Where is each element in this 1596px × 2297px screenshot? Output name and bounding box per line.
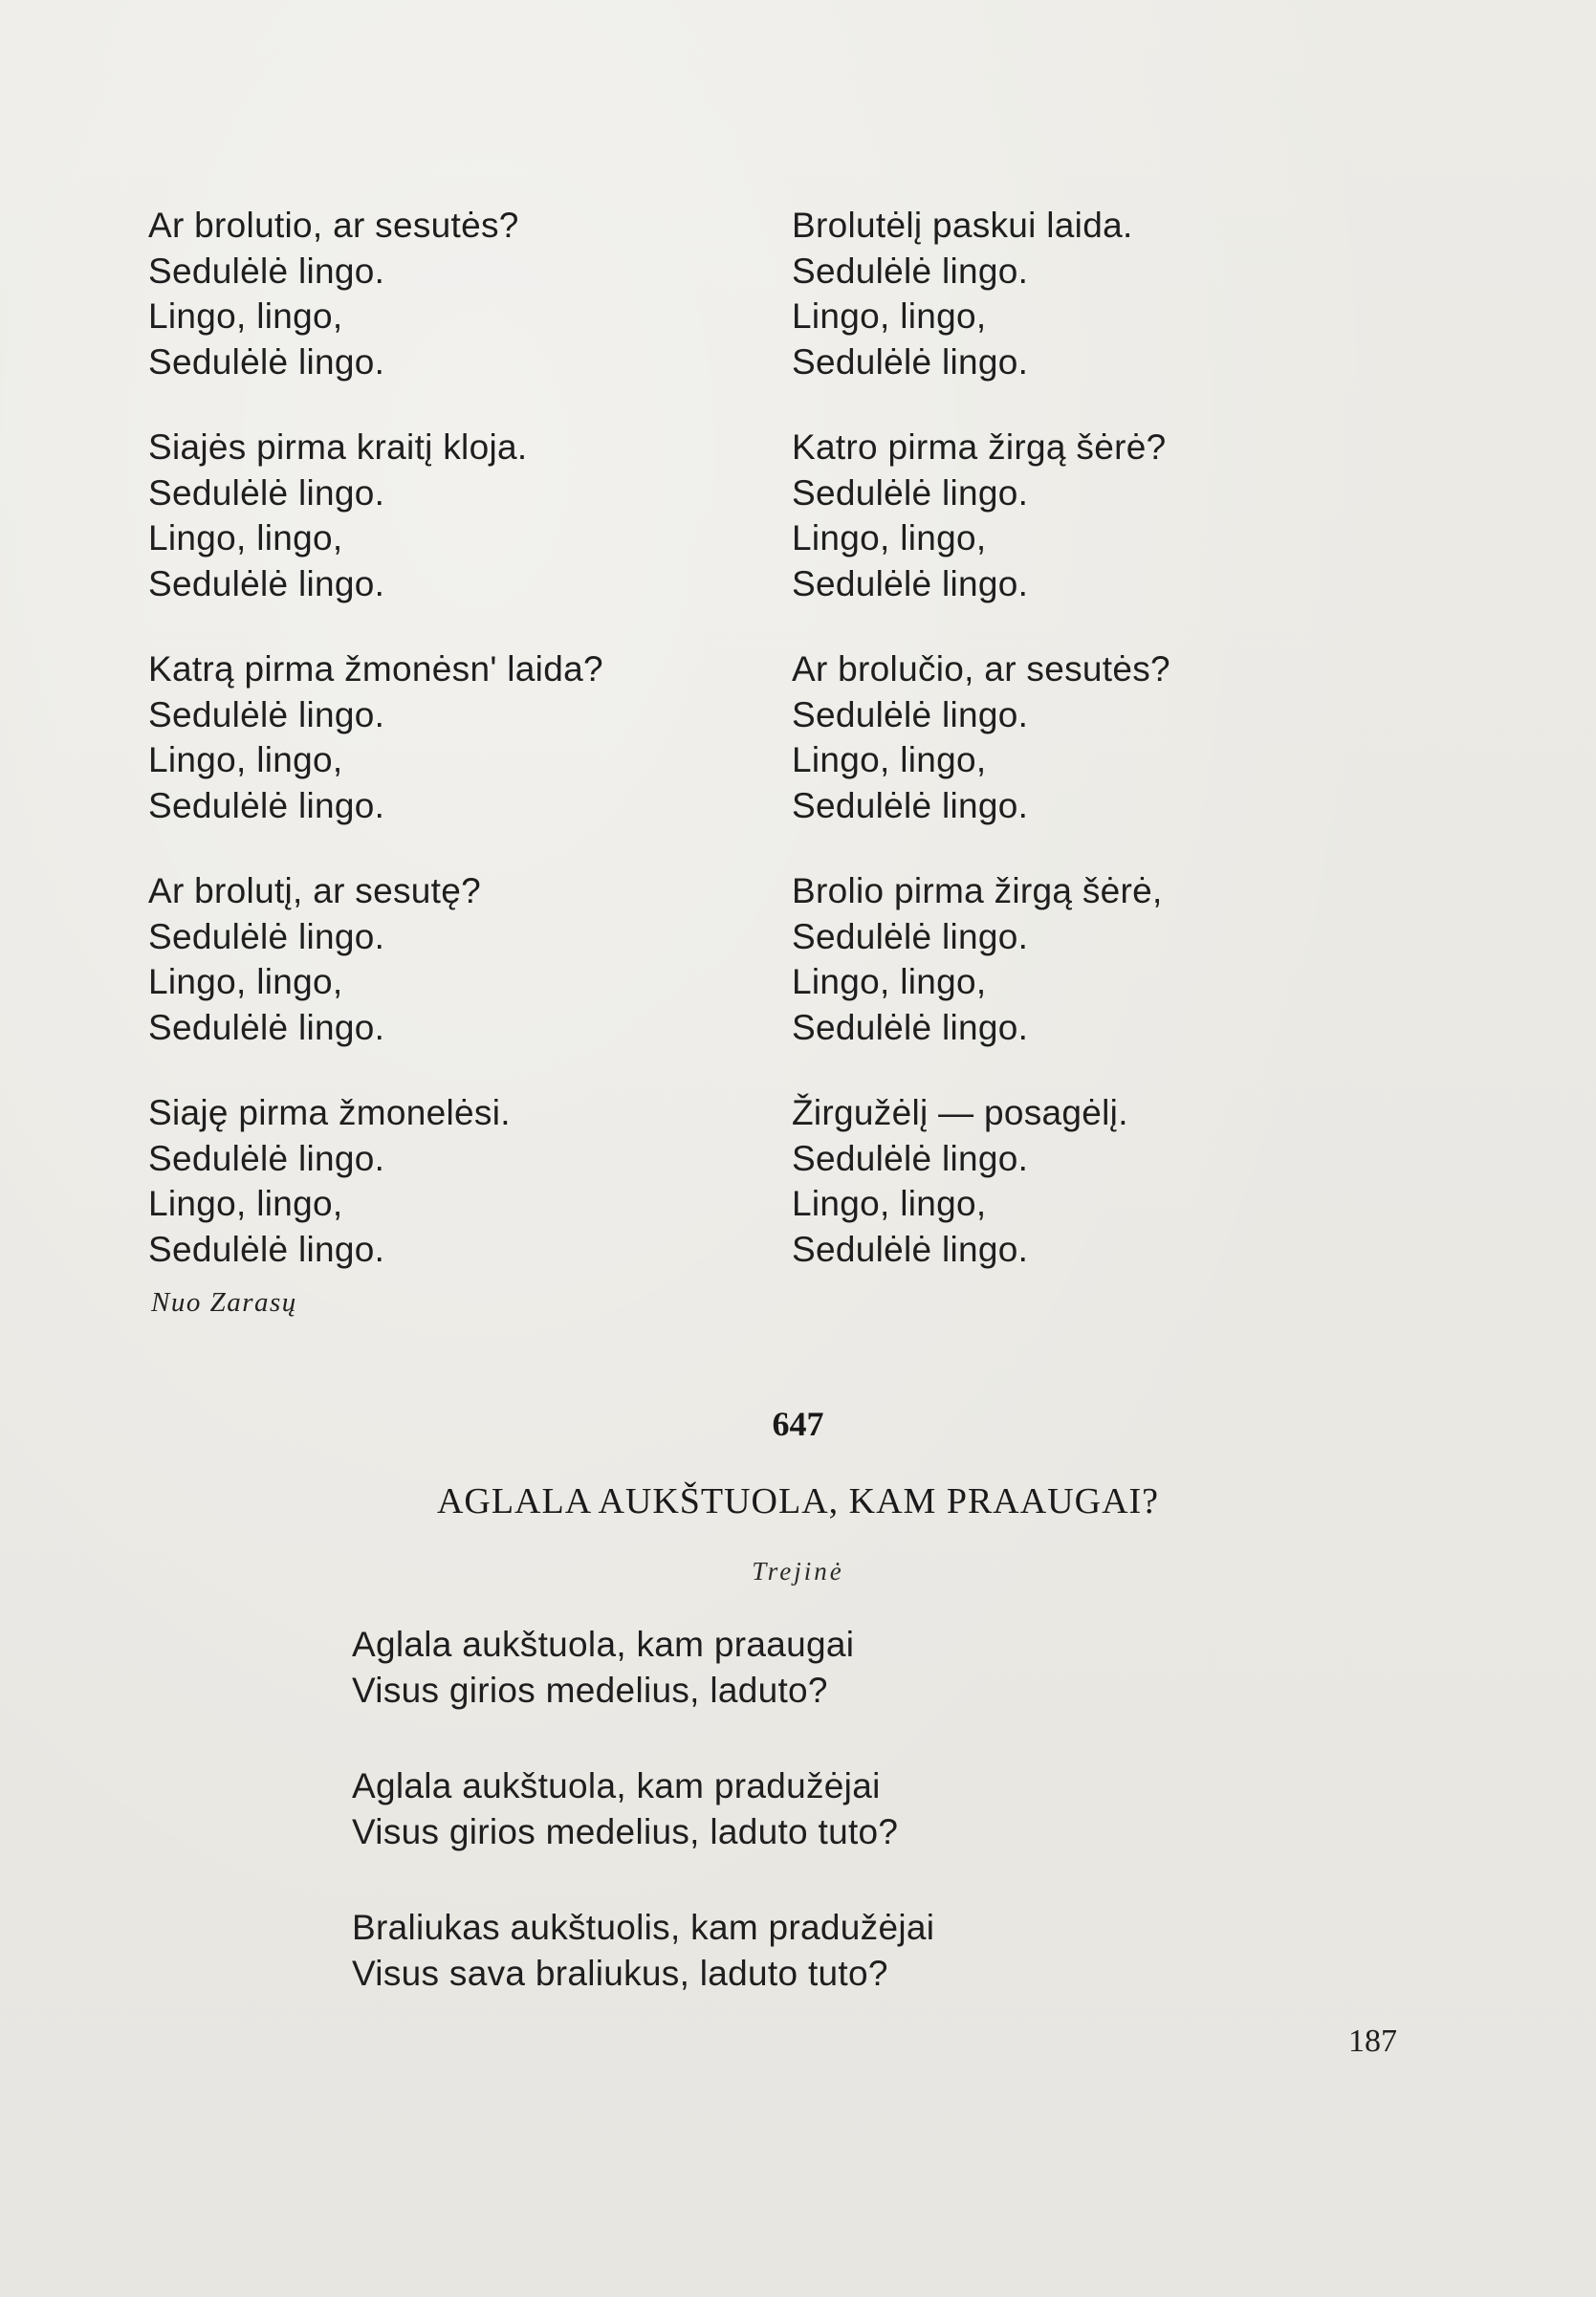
verse-line: Sedulėlė lingo. [792,251,1029,291]
verse-line: Visus girios medelius, laduto? [352,1671,828,1710]
right-verse-column [792,203,1461,1312]
verse-line: Žirgužėlį — posagėlį. [792,1093,1128,1132]
page-number: 187 [1348,2024,1397,2059]
verse-line: Lingo, lingo, [792,962,987,1001]
stanza [148,203,770,384]
stanza [792,646,1461,828]
verse-line: Sedulėlė lingo. [792,563,1029,603]
stanza [792,203,1461,384]
verse-line: Sedulėlė lingo. [792,472,1029,513]
verse-line: Braliukas aukštuolis, kam pradužėjai [352,1908,935,1947]
verse-line: Sedulėlė lingo. [792,1138,1029,1178]
verse-line: Sedulėlė lingo. [148,251,385,291]
verse-line: Sedulėlė lingo. [148,1229,385,1269]
song-subtitle: Trejinė [752,1557,844,1586]
stanza [792,868,1461,1050]
verse-line: Aglala aukštuola, kam praaugai [352,1625,855,1664]
verse-line: Lingo, lingo, [148,1184,343,1223]
stanza [148,1090,770,1272]
song-title: AGLALA AUKŠTUOLA, KAM PRAAUGAI? [436,1481,1160,1521]
verse-line: Lingo, lingo, [148,962,343,1001]
verse-line: Brolutėlį paskui laida. [792,206,1133,245]
song-body [352,1622,1213,2046]
verse-line: Visus girios medelius, laduto tuto? [352,1812,899,1851]
verse-line: Lingo, lingo, [148,518,343,558]
stanza [148,646,770,828]
verse-line: Sedulėlė lingo. [148,472,385,513]
stanza [148,868,770,1050]
verse-line: Lingo, lingo, [148,296,343,336]
stanza [352,1622,1213,1714]
source-note: Nuo Zarasų [151,1287,297,1318]
song-number: 647 [772,1405,824,1443]
verse-line: Sedulėlė lingo. [792,1229,1029,1269]
verse-line: Sedulėlė lingo. [792,785,1029,825]
verse-line: Lingo, lingo, [792,518,987,558]
verse-line: Sedulėlė lingo. [148,694,385,734]
verse-line: Sedulėlė lingo. [792,694,1029,734]
verse-line: Sedulėlė lingo. [148,785,385,825]
verse-line: Katrą pirma žmonėsn' laida? [148,649,603,689]
verse-line: Brolio pirma žirgą šėrė, [792,871,1163,910]
verse-line: Sedulėlė lingo. [792,341,1029,382]
stanza [792,425,1461,606]
verse-line: Siaję pirma žmonelėsi. [148,1093,511,1132]
verse-line: Lingo, lingo, [792,740,987,779]
verse-line: Sedulėlė lingo. [148,341,385,382]
verse-line: Ar brolutio, ar sesutės? [148,206,519,245]
stanza [792,1090,1461,1272]
verse-line: Sedulėlė lingo. [148,1138,385,1178]
stanza [148,425,770,606]
verse-line: Sedulėlė lingo. [148,1007,385,1047]
verse-line: Visus sava braliukus, laduto tuto? [352,1954,888,1993]
verse-line: Aglala aukštuola, kam pradužėjai [352,1766,881,1805]
verse-line: Siajės pirma kraitį kloja. [148,427,528,467]
verse-line: Ar brolučio, ar sesutės? [792,649,1170,689]
verse-line: Katro pirma žirgą šėrė? [792,427,1167,467]
verse-line: Lingo, lingo, [792,1184,987,1223]
verse-line: Sedulėlė lingo. [792,916,1029,956]
verse-line: Sedulėlė lingo. [792,1007,1029,1047]
stanza [352,1763,1213,1855]
verse-line: Sedulėlė lingo. [148,563,385,603]
verse-line: Sedulėlė lingo. [148,916,385,956]
verse-line: Lingo, lingo, [148,740,343,779]
verse-line: Lingo, lingo, [792,296,987,336]
verse-line: Ar brolutį, ar sesutę? [148,871,481,910]
left-verse-column [148,203,770,1312]
stanza [352,1905,1213,1997]
